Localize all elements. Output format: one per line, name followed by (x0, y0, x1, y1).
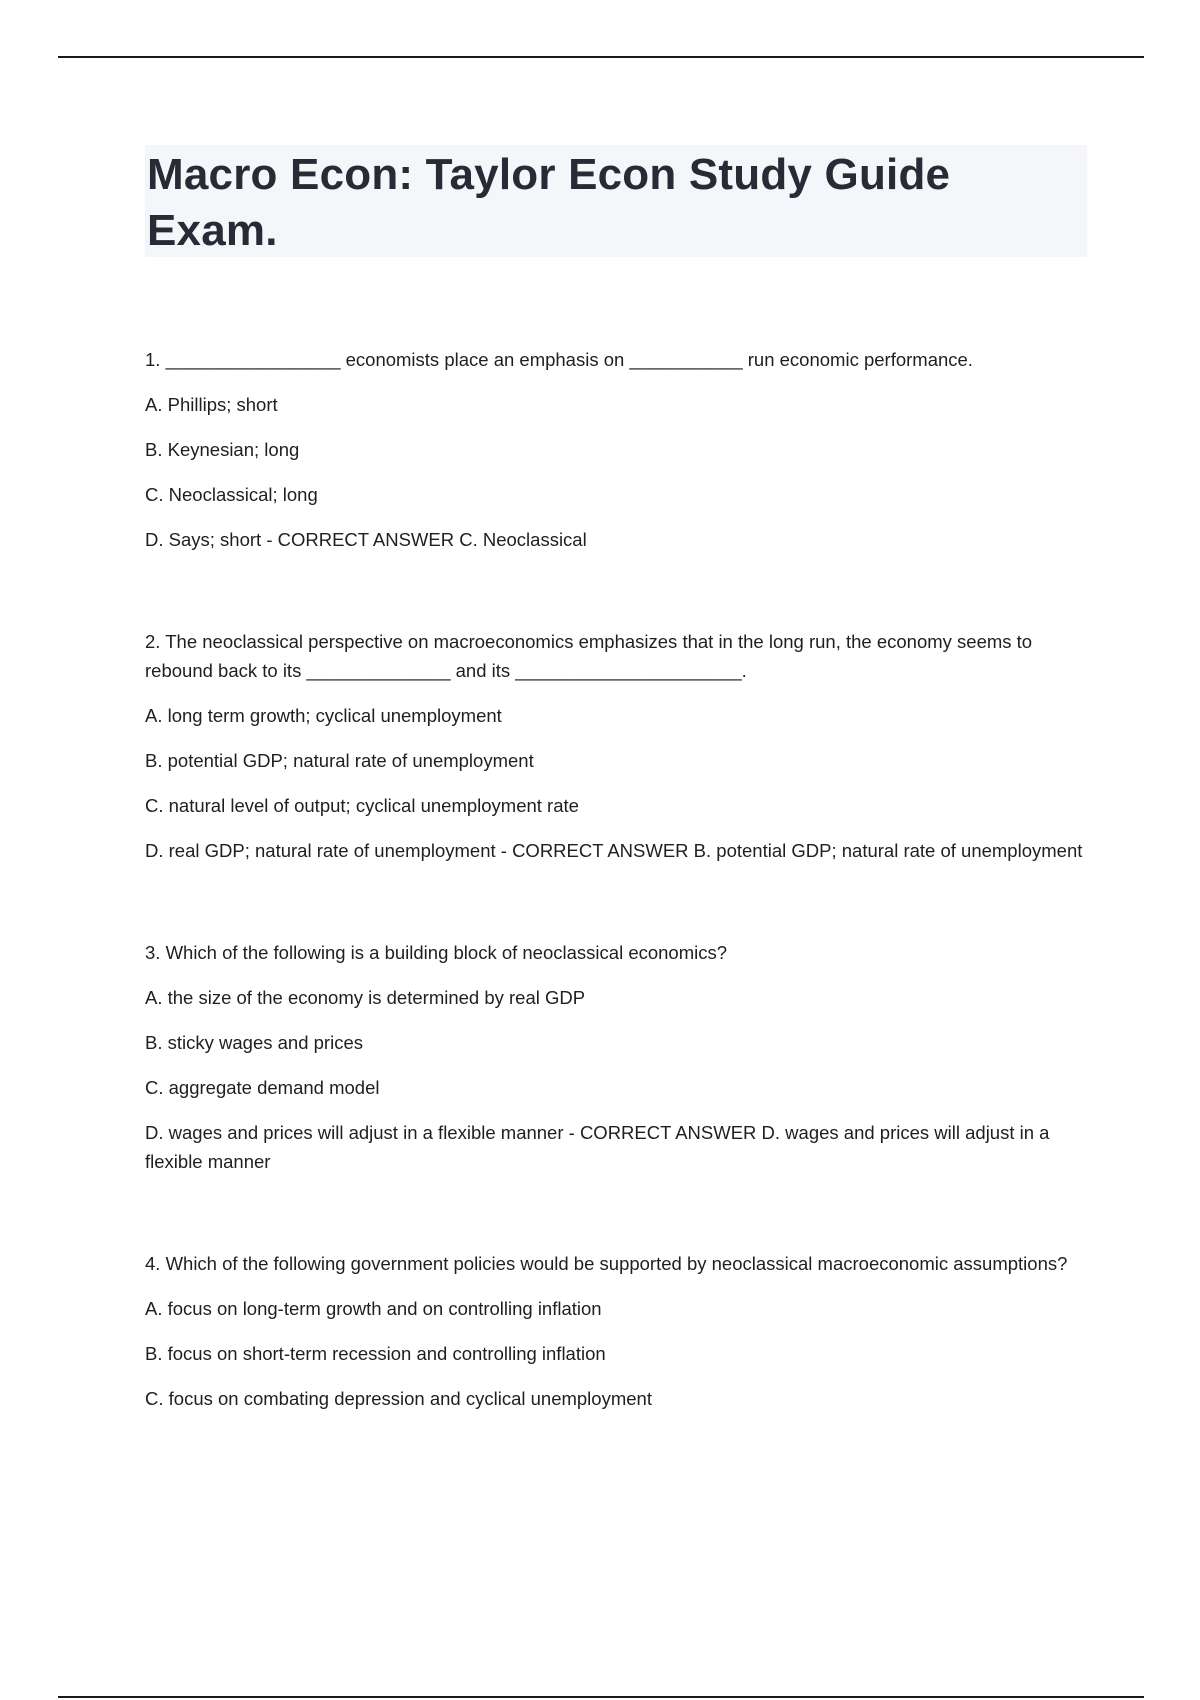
question-3 (145, 938, 1085, 1176)
option-d: D. Says; short - CORRECT ANSWER C. Neoclassical (145, 529, 587, 550)
option-d: D. wages and prices will adjust in a flexible manner - CORRECT ANSWER D. wages and prices will adjust in a flexible manner (145, 1122, 1050, 1172)
option-a: A. Phillips; short (145, 394, 278, 415)
title-box (145, 145, 1087, 257)
question-text: 4. Which of the following government policies would be supported by neoclassical macroeconomic assumptions? (145, 1253, 1068, 1274)
option-c: C. Neoclassical; long (145, 484, 318, 505)
bottom-rule (58, 1696, 1144, 1698)
option-a: A. focus on long-term growth and on controlling inflation (145, 1298, 602, 1319)
option-b: B. Keynesian; long (145, 439, 300, 460)
question-2 (145, 627, 1085, 865)
question-text: 3. Which of the following is a building block of neoclassical economics? (145, 942, 728, 963)
option-a: A. the size of the economy is determined by real GDP (145, 987, 586, 1008)
document-title: Macro Econ: Taylor Econ Study Guide Exam. (147, 150, 951, 255)
question-list (145, 345, 1085, 1486)
option-b: B. focus on short-term recession and controlling inflation (145, 1343, 606, 1364)
option-a: A. long term growth; cyclical unemployment (145, 705, 502, 726)
option-c: C. aggregate demand model (145, 1077, 380, 1098)
question-4 (145, 1249, 1085, 1413)
option-d: D. real GDP; natural rate of unemployment - CORRECT ANSWER B. potential GDP; natural rate of unemployment (145, 840, 1083, 861)
option-c: C. natural level of output; cyclical unemployment rate (145, 795, 579, 816)
top-rule (58, 56, 1144, 58)
option-b: B. potential GDP; natural rate of unemployment (145, 750, 534, 771)
question-1 (145, 345, 1085, 554)
option-c: C. focus on combating depression and cyclical unemployment (145, 1388, 652, 1409)
question-text: 1. _________________ economists place an emphasis on ___________ run economic performance. (145, 349, 973, 370)
question-text: 2. The neoclassical perspective on macroeconomics emphasizes that in the long run, the economy seems to rebound back to its ______________ and its ______________________. (145, 631, 1033, 681)
option-b: B. sticky wages and prices (145, 1032, 363, 1053)
